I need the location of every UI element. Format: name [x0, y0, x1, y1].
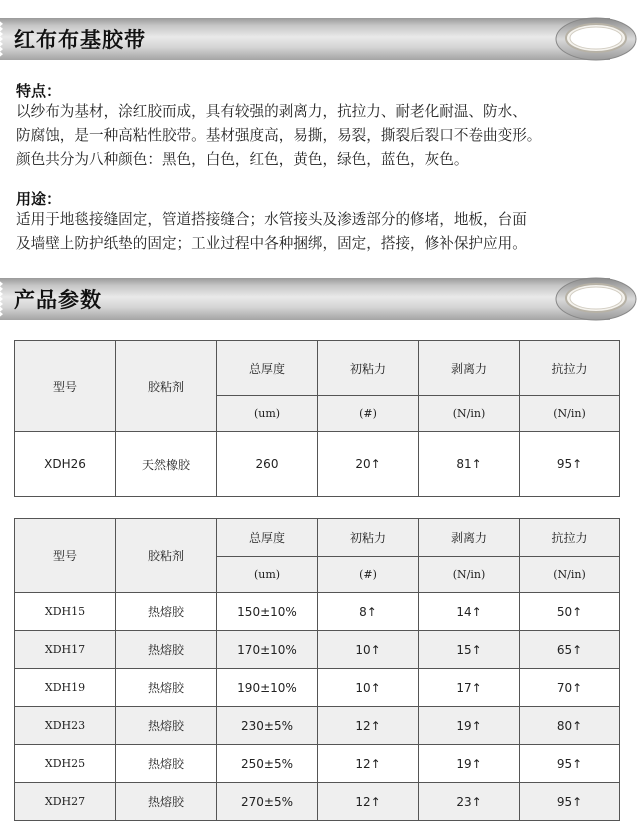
cell-peel: 81↑ [419, 432, 520, 497]
unit-thickness: (um) [217, 396, 318, 432]
cell-model: XDH26 [15, 432, 116, 497]
features-text [16, 100, 628, 172]
table-row [15, 631, 620, 669]
cell-adhesive: 热熔胶 [116, 745, 217, 783]
cell-thickness: 250±5% [217, 745, 318, 783]
table-row [15, 593, 620, 631]
spec-table-natural-rubber [14, 340, 620, 497]
usage-line: 及墙壁上防护纸垫的固定；工业过程中各种捆绑，固定，搭接，修补保护应用。 [16, 235, 527, 252]
cell-adhesive: 热熔胶 [116, 593, 217, 631]
cell-thickness: 270±5% [217, 783, 318, 821]
cell-adhesive: 热熔胶 [116, 669, 217, 707]
features-line: 颜色共分为八种颜色：黑色，白色，红色，黄色，绿色，蓝色，灰色。 [16, 151, 469, 168]
features-label: 特点： [16, 82, 62, 100]
table-row [15, 783, 620, 821]
header-tensile: 抗拉力 [520, 341, 620, 396]
cell-peel: 15↑ [419, 631, 520, 669]
header-tack: 初粘力 [318, 341, 419, 396]
cell-tensile: 65↑ [520, 631, 620, 669]
header-thickness: 总厚度 [217, 341, 318, 396]
header-thickness: 总厚度 [217, 519, 318, 557]
cell-tack: 12↑ [318, 707, 419, 745]
cell-tack: 12↑ [318, 745, 419, 783]
header-peel: 剥离力 [419, 341, 520, 396]
cell-adhesive: 热熔胶 [116, 783, 217, 821]
unit-tack: (#) [318, 396, 419, 432]
cell-thickness: 190±10% [217, 669, 318, 707]
cell-tack: 8↑ [318, 593, 419, 631]
cell-model: XDH15 [15, 593, 116, 631]
unit-tensile: (N/in) [520, 396, 620, 432]
usage-line: 适用于地毯接缝固定，管道搭接缝合；水管接头及渗透部分的修堵，地板，台面 [16, 211, 527, 228]
cell-thickness: 230±5% [217, 707, 318, 745]
unit-peel: (N/in) [419, 396, 520, 432]
cell-tensile: 95↑ [520, 745, 620, 783]
cell-model: XDH25 [15, 745, 116, 783]
cell-tack: 20↑ [318, 432, 419, 497]
header-model: 型号 [15, 519, 116, 593]
cell-tack: 12↑ [318, 783, 419, 821]
cell-model: XDH23 [15, 707, 116, 745]
cell-model: XDH19 [15, 669, 116, 707]
cell-peel: 14↑ [419, 593, 520, 631]
cell-adhesive: 热熔胶 [116, 631, 217, 669]
section-title-parameters: 产品参数 [14, 288, 102, 312]
cell-adhesive: 热熔胶 [116, 707, 217, 745]
tape-roll-icon [554, 276, 638, 322]
table-row [15, 669, 620, 707]
header-adhesive: 胶粘剂 [116, 519, 217, 593]
header-model: 型号 [15, 341, 116, 432]
usage-text [16, 208, 628, 256]
header-tack: 初粘力 [318, 519, 419, 557]
cell-thickness: 170±10% [217, 631, 318, 669]
banner-product-name [0, 14, 640, 64]
header-adhesive: 胶粘剂 [116, 341, 217, 432]
cell-peel: 23↑ [419, 783, 520, 821]
cell-peel: 19↑ [419, 707, 520, 745]
banner-parameters [0, 274, 640, 324]
cell-tensile: 70↑ [520, 669, 620, 707]
cell-tensile: 50↑ [520, 593, 620, 631]
cell-adhesive: 天然橡胶 [116, 432, 217, 497]
tape-roll-icon [554, 16, 638, 62]
unit-tack: (#) [318, 557, 419, 593]
cell-tensile: 95↑ [520, 783, 620, 821]
features-line: 防腐蚀，是一种高粘性胶带。基材强度高，易撕，易裂，撕裂后裂口不卷曲变形。 [16, 127, 542, 144]
cell-peel: 17↑ [419, 669, 520, 707]
cell-tack: 10↑ [318, 631, 419, 669]
unit-tensile: (N/in) [520, 557, 620, 593]
cell-tensile: 80↑ [520, 707, 620, 745]
cell-tack: 10↑ [318, 669, 419, 707]
header-tensile: 抗拉力 [520, 519, 620, 557]
spec-table-hot-melt [14, 518, 620, 821]
cell-model: XDH17 [15, 631, 116, 669]
cell-model: XDH27 [15, 783, 116, 821]
table-row [15, 745, 620, 783]
unit-thickness: (um) [217, 557, 318, 593]
cell-thickness: 150±10% [217, 593, 318, 631]
cell-thickness: 260 [217, 432, 318, 497]
features-line: 以纱布为基材，涂红胶而成，具有较强的剥离力，抗拉力、耐老化耐温、防水、 [16, 103, 527, 120]
usage-label: 用途： [16, 190, 62, 208]
page-title: 红布布基胶带 [14, 28, 146, 52]
header-peel: 剥离力 [419, 519, 520, 557]
table-row [15, 707, 620, 745]
table-row [15, 432, 620, 497]
unit-peel: (N/in) [419, 557, 520, 593]
cell-tensile: 95↑ [520, 432, 620, 497]
cell-peel: 19↑ [419, 745, 520, 783]
